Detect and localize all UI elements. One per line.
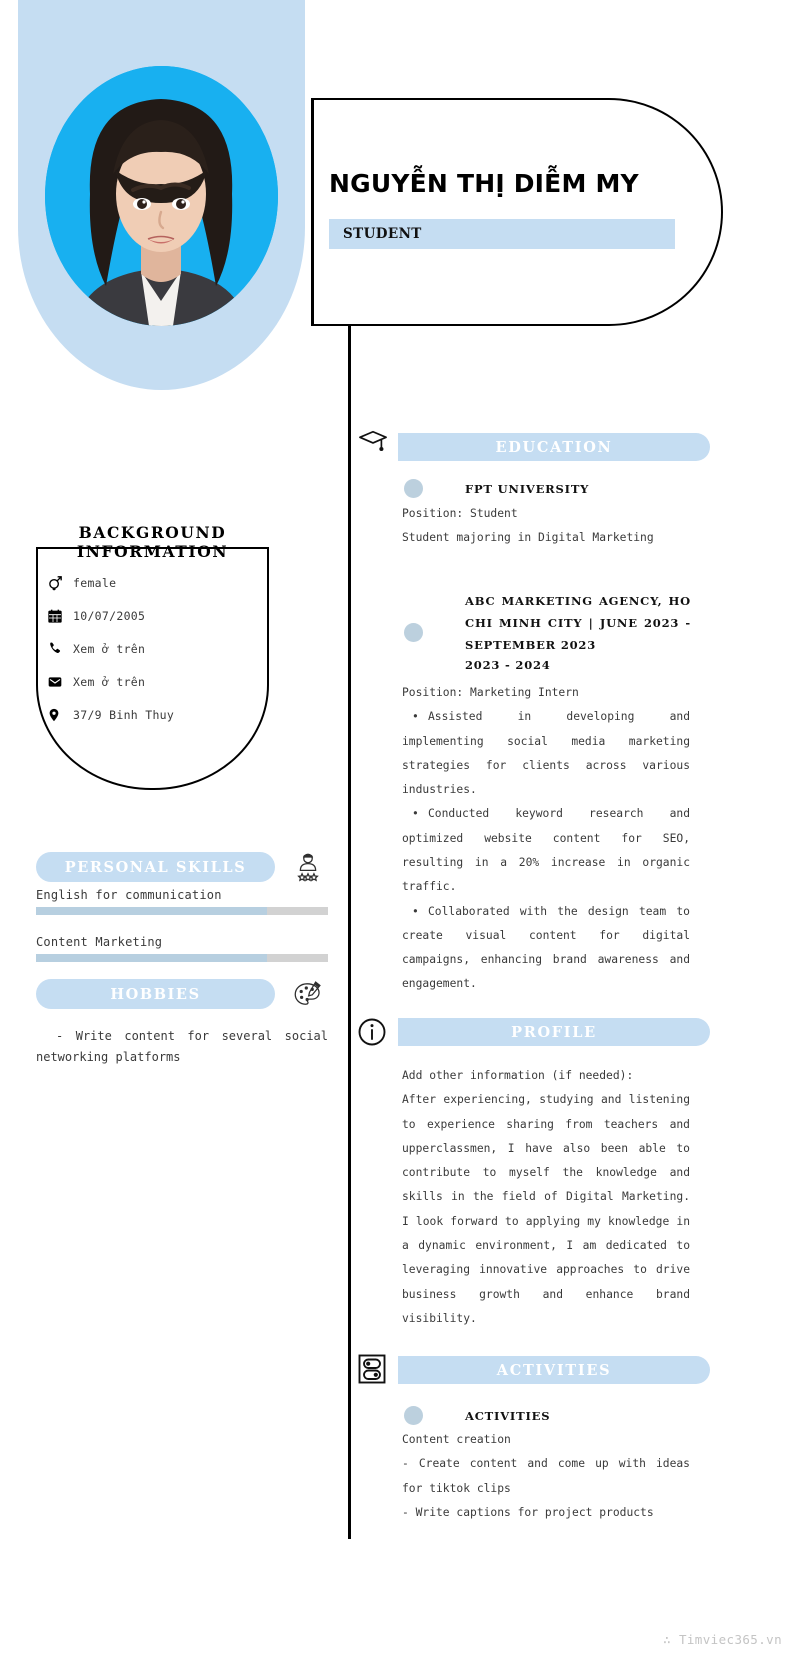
experience-position: Position: Marketing Intern bbox=[402, 686, 579, 699]
education-position: Position: Student bbox=[402, 507, 518, 520]
list-item bbox=[40, 632, 270, 665]
avatar bbox=[45, 66, 278, 326]
palette-icon bbox=[291, 977, 325, 1011]
phone-value: Xem ở trên bbox=[73, 641, 146, 656]
calendar-icon bbox=[47, 608, 73, 624]
background-information-list bbox=[40, 566, 270, 731]
skill-progress-fill bbox=[36, 954, 267, 962]
experience-entry-subtitle: 2023 - 2024 bbox=[465, 658, 551, 672]
activities-label: ACTIVITIES bbox=[496, 1361, 612, 1379]
list-item bbox=[40, 698, 270, 731]
address-value: 37/9 Binh Thuy bbox=[73, 707, 175, 722]
personal-skills-label: PERSONAL SKILLS bbox=[64, 858, 247, 876]
gender-value: female bbox=[73, 575, 117, 590]
header-capsule-outline bbox=[311, 98, 723, 326]
skill-label: Content Marketing bbox=[36, 935, 163, 949]
skill-progress-bar bbox=[36, 954, 328, 962]
phone-icon bbox=[47, 641, 73, 656]
education-entry-title: FPT UNIVERSITY bbox=[465, 482, 590, 496]
graduation-cap-icon bbox=[357, 428, 389, 460]
experience-bullet: • Conducted keyword research and optimized website content for SEO, resulting in a 20% increase in organic traffic. bbox=[402, 802, 690, 899]
profile-label: PROFILE bbox=[511, 1023, 597, 1041]
education-heading bbox=[398, 433, 710, 461]
list-item bbox=[40, 566, 270, 599]
entry-bullet-dot bbox=[404, 479, 423, 498]
hobbies-label: HOBBIES bbox=[110, 985, 201, 1003]
skills-badge-icon bbox=[291, 850, 325, 884]
activities-heading bbox=[398, 1356, 710, 1384]
activities-line: - Create content and come up with ideas for tiktok clips bbox=[402, 1457, 690, 1495]
profile-text: After experiencing, studying and listening to experience sharing from teachers and upperclassmen, I have also been able to contribute to myself the knowledge and skills in the field of Digital Marketing. I look forward to applying my knowledge in a dynamic environment, I am dedicated to leveraging innovative approaches to drive business growth and enhance brand visibility. bbox=[402, 1093, 690, 1325]
entry-bullet-dot bbox=[404, 1406, 423, 1425]
activities-icon bbox=[357, 1353, 389, 1385]
info-icon bbox=[357, 1017, 389, 1049]
activities-line: - Write captions for project products bbox=[402, 1505, 654, 1519]
activities-entry-title: ACTIVITIES bbox=[465, 1409, 551, 1423]
hobbies-heading bbox=[36, 979, 275, 1009]
vertical-spine-divider bbox=[348, 326, 351, 1539]
activities-line: Content creation bbox=[402, 1433, 511, 1446]
education-entry-body bbox=[402, 502, 690, 551]
experience-entry-title: ABC MARKETING AGENCY, HO CHI MINH CITY | JUNE 2023 - SEPTEMBER 2023 bbox=[465, 594, 691, 652]
skill-progress-bar bbox=[36, 907, 328, 915]
experience-bullet: • Assisted in developing and implementing social media marketing strategies for clients across various industries. bbox=[402, 705, 690, 802]
gender-icon bbox=[47, 574, 73, 591]
profile-heading bbox=[398, 1018, 710, 1046]
entry-bullet-dot bbox=[404, 623, 423, 642]
header-capsule-left-edge bbox=[311, 98, 314, 326]
education-major: Student majoring in Digital Marketing bbox=[402, 531, 654, 545]
avatar-image bbox=[45, 66, 278, 326]
hobbies-text: - Write content for several social networking platforms bbox=[36, 1029, 328, 1064]
list-item bbox=[40, 599, 270, 632]
experience-bullet: • Collaborated with the design team to create visual content for digital campaigns, enhancing brand awareness and engagement. bbox=[402, 900, 690, 997]
role-badge bbox=[329, 219, 675, 249]
role-label: STUDENT bbox=[343, 226, 422, 242]
skill-progress-fill bbox=[36, 907, 267, 915]
skill-label: English for communication bbox=[36, 888, 222, 902]
experience-entry-body bbox=[402, 681, 690, 997]
email-value: Xem ở trên bbox=[73, 674, 146, 689]
footer-brand: ∴ Timviec365.vn bbox=[663, 1632, 782, 1647]
page-title: NGUYỄN THỊ DIỄM MY bbox=[329, 169, 639, 198]
email-icon bbox=[47, 674, 73, 690]
personal-skills-heading bbox=[36, 852, 275, 882]
birthdate-value: 10/07/2005 bbox=[73, 608, 146, 623]
background-information-heading: BACKGROUND INFORMATION bbox=[76, 523, 229, 561]
profile-intro: Add other information (if needed): bbox=[402, 1069, 634, 1082]
list-item bbox=[40, 665, 270, 698]
education-label: EDUCATION bbox=[495, 438, 613, 456]
activities-body bbox=[402, 1428, 690, 1525]
profile-body bbox=[402, 1064, 690, 1331]
location-icon bbox=[47, 707, 73, 723]
